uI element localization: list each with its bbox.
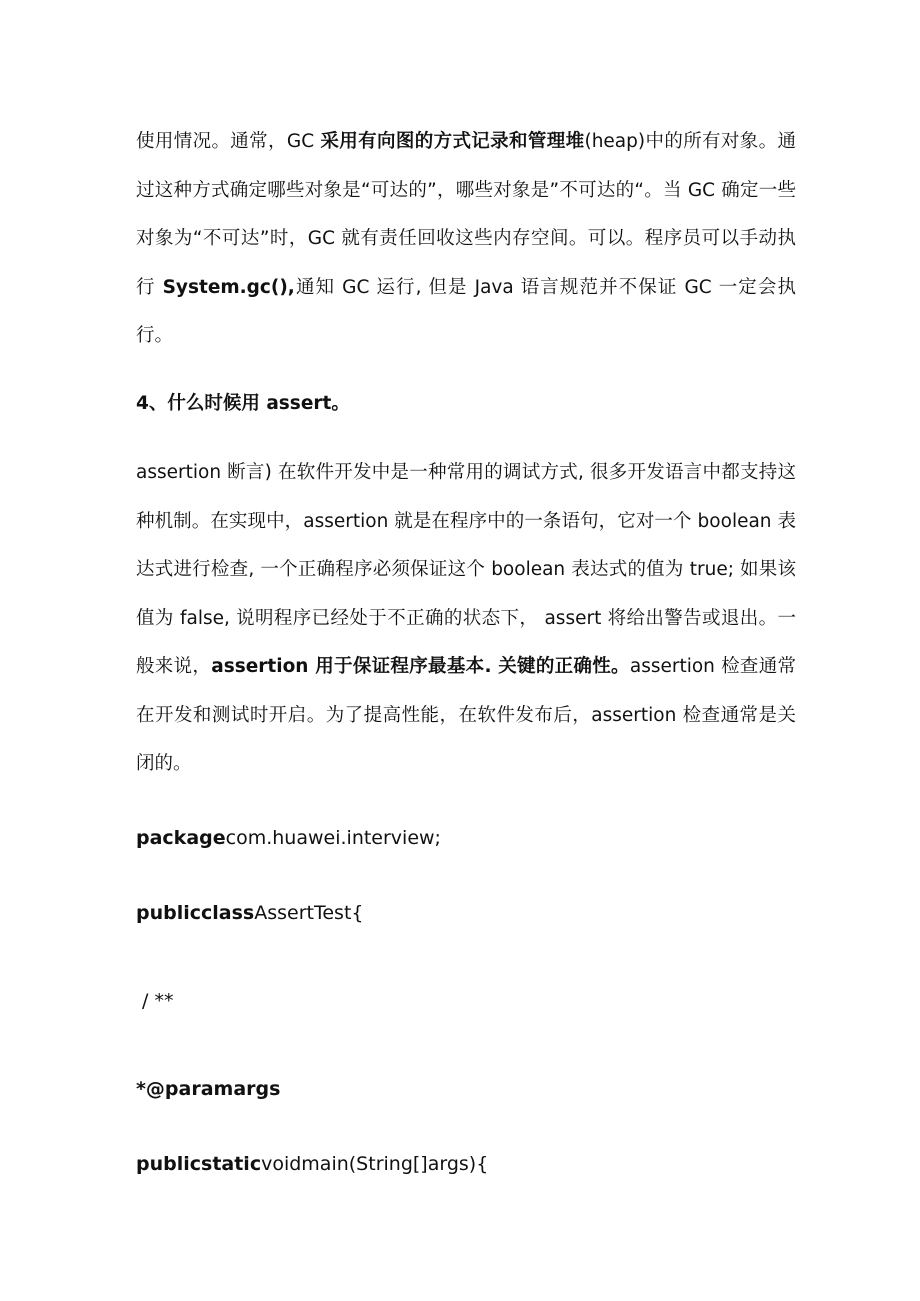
code-line-package (136, 822, 441, 854)
code-line-param (136, 1073, 280, 1105)
gc-text-1: 使用情况。通常，GC (136, 131, 321, 152)
assert-paragraph (136, 449, 796, 789)
code-line-class (136, 897, 363, 929)
section-heading-punct: 。 (331, 393, 350, 414)
code-text-class: AssertTest{ (254, 902, 364, 924)
gc-bold-1: 采用有向图的方式记录和管理堆 (320, 131, 585, 152)
gc-bold-2: System.gc(), (162, 276, 295, 298)
assert-bold-1: assertion 用于保证程序最基本. 关键的正确性。 (211, 656, 630, 677)
code-keyword-class: publicclass (136, 902, 255, 924)
gc-paragraph (136, 118, 796, 361)
code-keyword-main: publicstatic (136, 1153, 262, 1175)
section-heading-bold: 4、什么时候用 assert (136, 393, 332, 414)
gc-text-3: 通知 GC 运行, 但是 Java 语言规范并不保证 GC 一定会执行。 (136, 276, 796, 346)
code-line-main (136, 1148, 488, 1180)
code-text-comment: / ** (136, 990, 174, 1012)
code-text-main: voidmain(String[]args){ (261, 1153, 489, 1175)
assert-text-1: assertion 断言) 在软件开发中是一种常用的调试方式, 很多开发语言中都支持这种机制。在实现中，assertion 就是在程序中的一条语句，它对一个 boolean 表达式进行检查, 一个正确程序必须保证这个 boolean 表达式的值为 true; 如果该值为 false, 说明程序已经处于不正确的状态下， assert 将给出警告或退出。一般来说， (136, 462, 796, 677)
section-heading-assert (136, 388, 350, 420)
code-line-comment-open (136, 985, 173, 1017)
code-keyword-package: package (136, 827, 226, 849)
assert-text-2: assertion 检查通常在开发和测试时开启。为了提高性能，在软件发布后，assertion 检查通常是关闭的。 (136, 656, 796, 774)
code-keyword-param: *@paramargs (136, 1078, 281, 1100)
code-text-package: com.huawei.interview; (225, 827, 441, 849)
gc-text-2: (heap)中的所有对象。通过这种方式确定哪些对象是“可达的”，哪些对象是”不可达的“。当 GC 确定一些对象为“不可达”时，GC 就有责任回收这些内存空间。可以。程序员可以手动执行 (136, 131, 797, 298)
